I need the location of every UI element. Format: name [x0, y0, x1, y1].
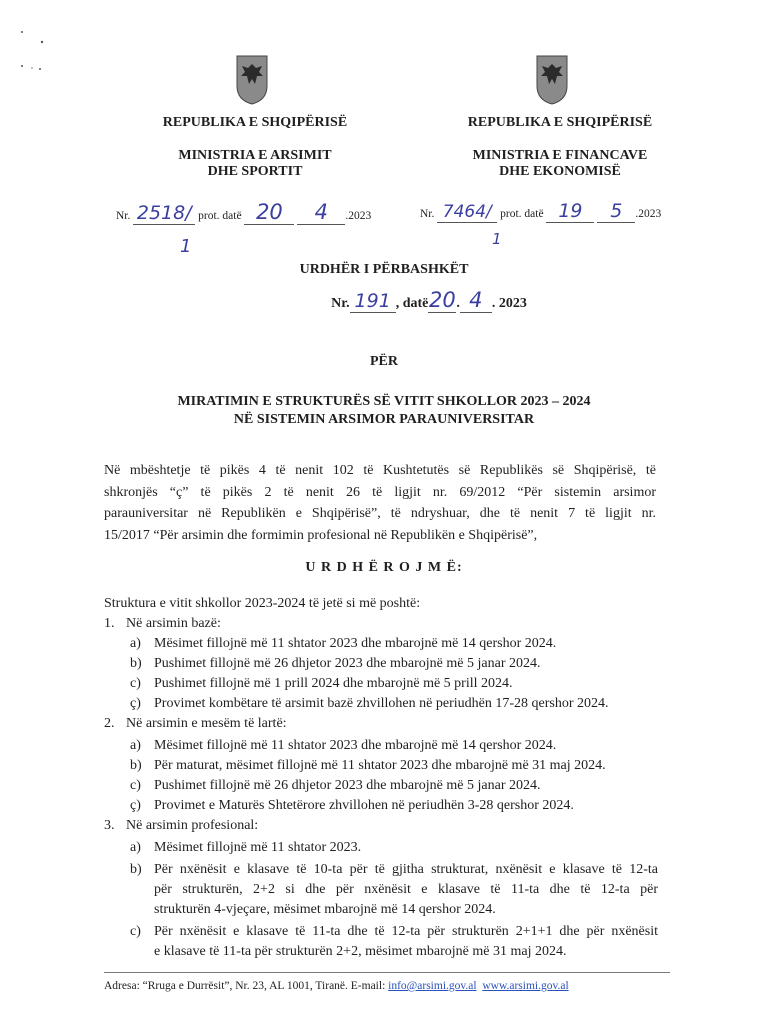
s2-item-c-letter: c) [130, 778, 141, 793]
s1-item-c2-text: Provimet kombëtare të arsimit bazë zhvillohen në periudhën 17-28 qershor 2024. [154, 696, 609, 711]
s3-item-b-letter: b) [130, 862, 142, 877]
s2-item-b-letter: b) [130, 758, 142, 773]
section-3-title: Në arsimin profesional: [126, 818, 259, 833]
right-day: 19 [546, 200, 594, 223]
s2-item-b-text: Për maturat, mësimet fillojnë më 11 shtator 2023 dhe mbarojnë më 31 maj 2024. [154, 758, 606, 773]
footer-address: Adresa: “Rruga e Durrësit”, Nr. 23, AL 1001, Tiranë. E-mail: [104, 980, 386, 992]
right-republic: REPUBLIKA E SHQIPËRISË [467, 115, 653, 130]
scan-marks [18, 28, 48, 78]
s2-item-a-text: Mësimet fillojnë më 11 shtator 2023 dhe mbarojnë më 14 qershor 2024. [154, 738, 557, 753]
s3-item-c-line2: e klasave të 11-ta për strukturën 2+2, mësimet mbarojnë më 31 maj 2024. [154, 944, 567, 959]
s1-item-a-text: Mësimet fillojnë më 11 shtator 2023 dhe mbarojnë më 14 qershor 2024. [154, 636, 557, 651]
preamble-line1: Në mbështetje të pikës 4 të nenit 102 të Kushtetutës së Republikës së Shqipërisë, të [104, 463, 656, 478]
s1-item-b-letter: b) [130, 656, 142, 671]
s1-item-c-letter: c) [130, 676, 141, 691]
s3-item-c-line1: Për nxënësit e klasave të 11-ta dhe të 12-ta për strukturën 2+1+1 dhe për nxënësit [154, 924, 658, 939]
s1-item-b-text: Pushimet fillojnë më 26 dhjetor 2023 dhe mbarojnë më 5 janar 2024. [154, 656, 541, 671]
left-nr-label: Nr. [116, 210, 131, 222]
order-nr-value: 191 [350, 290, 396, 313]
right-prot-label: prot. datë [500, 208, 544, 220]
section-3-num: 3. [104, 818, 115, 833]
left-year: .2023 [345, 210, 372, 222]
s3-item-b-line3: strukturën 4-vjeçare, mësimet mbarojnë më 14 qershor 2024. [154, 902, 496, 917]
right-nr-extra: 1 [492, 230, 502, 248]
left-prot-label: prot. datë [198, 210, 242, 222]
per-label: PËR [370, 354, 398, 369]
footer-divider [104, 972, 670, 973]
right-nr-label: Nr. [420, 208, 435, 220]
right-month: 5 [597, 200, 635, 223]
right-ministry-line1: MINISTRIA E FINANCAVE [472, 148, 648, 163]
sections-list [104, 614, 664, 959]
order-month: 4 [460, 288, 492, 313]
section-1-num: 1. [104, 616, 115, 631]
subject-line2: NË SISTEMIN ARSIMOR PARAUNIVERSITAR [233, 412, 535, 427]
s2-item-c2-letter: ç) [130, 798, 141, 813]
footer [104, 980, 569, 992]
preamble-line3: parauniversitar në Republikën e Shqipërisë”, të ndryshuar, dhe të nenit 7 të ligjit nr. [104, 506, 656, 521]
preamble [104, 460, 656, 546]
s3-item-a-text: Mësimet fillojnë më 11 shtator 2023. [154, 840, 362, 855]
order-nr-label: Nr. [331, 296, 350, 311]
order-day: 20 [428, 288, 456, 312]
footer-website-link[interactable]: www.arsimi.gov.al [482, 980, 569, 992]
right-protocol-row [420, 200, 720, 223]
left-nr-extra: 1 [180, 236, 192, 257]
urdherojme-heading: U R D H Ë R O J M Ë: [305, 560, 463, 575]
section-2-title: Në arsimin e mesëm të lartë: [126, 716, 287, 731]
left-month: 4 [297, 200, 345, 225]
right-year: .2023 [635, 208, 662, 220]
albania-emblem-icon [535, 54, 569, 106]
left-ministry-line2: DHE SPORTIT [207, 164, 303, 179]
right-ministry-line2: DHE EKONOMISË [499, 164, 621, 179]
order-number-row: Nr. 191 , datë20. 4 . 2023 [331, 288, 527, 312]
section-2-num: 2. [104, 716, 115, 731]
s2-item-c2-text: Provimet e Maturës Shtetërore zhvillohen në periudhën 3-28 qershor 2024. [154, 798, 574, 813]
left-protocol-row [116, 200, 396, 225]
order-title: URDHËR I PËRBASHKËT [299, 262, 469, 277]
section-1-title: Në arsimin bazë: [126, 616, 221, 631]
left-nr-value: 2518/ [133, 202, 195, 225]
left-ministry-line1: MINISTRIA E ARSIMIT [178, 148, 332, 163]
s1-item-c2-letter: ç) [130, 696, 141, 711]
intro-text: Struktura e vitit shkollor 2023-2024 të jetë si më poshtë: [104, 596, 421, 611]
s2-item-c-text: Pushimet fillojnë më 26 dhjetor 2023 dhe mbarojnë më 5 janar 2024. [154, 778, 541, 793]
right-nr-value: 7464/ [437, 202, 497, 223]
albania-emblem-icon [235, 54, 269, 106]
s1-item-a-letter: a) [130, 636, 141, 651]
s3-item-b-line2: për strukturën, 2+2 si dhe për nxënësit e klasave të 11-ta dhe të 12-ta për [154, 882, 658, 897]
s3-item-a-letter: a) [130, 840, 141, 855]
s3-item-b-line1: Për nxënësit e klasave të 10-ta për të gjitha strukturat, nxënësit e klasave të 12-ta [154, 862, 658, 877]
preamble-line2: shkronjës “ç” të pikës 2 të nenit 26 të ligjit nr. 69/2012 “Për sistemin arsimor [104, 484, 656, 500]
s3-item-c-letter: c) [130, 924, 141, 939]
subject-line1: MIRATIMIN E STRUKTURËS SË VITIT SHKOLLOR 2023 – 2024 [177, 394, 591, 409]
preamble-line4: 15/2017 “Për arsimin dhe formimin profesional në Republikën e Shqipërisë”, [104, 527, 538, 543]
order-year: . 2023 [491, 296, 527, 311]
s2-item-a-letter: a) [130, 738, 141, 753]
footer-email-link[interactable]: info@arsimi.gov.al [388, 980, 477, 992]
order-date-label: , datë [395, 296, 429, 311]
left-day: 20 [244, 200, 294, 225]
left-republic: REPUBLIKA E SHQIPËRISË [162, 115, 348, 130]
s1-item-c-text: Pushimet fillojnë më 1 prill 2024 dhe mbarojnë më 5 prill 2024. [154, 676, 513, 691]
